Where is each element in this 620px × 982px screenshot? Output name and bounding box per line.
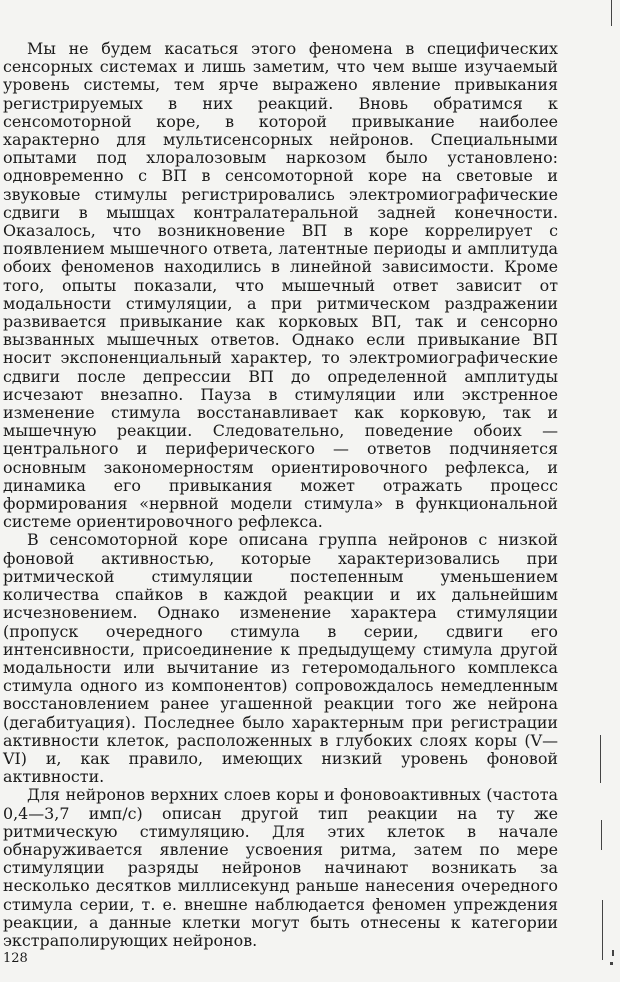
page-number: 128 (3, 951, 28, 966)
scan-edge-mark (612, 950, 614, 956)
body-text (3, 40, 558, 950)
scan-edge-mark (600, 735, 601, 783)
paragraph-2: В сенсомоторной коре описана группа нейронов с низкой фоновой активностью, которые характеризовались при ритмической стимуляции постепенным уменьшением количества спайков в каждой реакции и их дальнейшим исчезновением. Однако изменение характера стимуляции (пропуск очередного стимула в серии, сдвиги его интенсивности, присоединение к предыдущему стимула другой модальности или вычитание из гетеромодального комплекса стимула одного из компонентов) сопровождалось немедленным восстановлением ранее угашенной реакции того же нейрона (дегабитуация). Последнее было характерным при регистрации активности клеток, расположенных в глубоких слоях коры (V—VI) и, как правило, имеющих низкий уровень фоновой активности. (3, 530, 558, 787)
scan-edge-mark (601, 820, 602, 850)
paragraph-1: Мы не будем касаться этого феномена в специфических сенсорных системах и лишь заметим, что чем выше изучаемый уровень системы, тем ярче выражено явление привыкания регистрируемых в них реакций. Вновь обратимся к сенсомоторной коре, в которой привыкание наиболее характерно для мультисенсорных нейронов. Специальными опытами под хлоралозовым наркозом было установлено: одновременно с ВП в сенсомоторной коре на световые и звуковые стимулы регистрировались электромиографические сдвиги в мышцах контралатеральной задней конечности. Оказалось, что возникновение ВП в коре коррелирует с появлением мышечного ответа, латентные периоды и амплитуда обоих феноменов находились в линейной зависимости. Кроме того, опыты показали, что мышечный ответ зависит от модальности стимуляции, а при ритмическом раздражении развивается привыкание как корковых ВП, так и сенсорно вызванных мышечных ответов. Однако если привыкание ВП носит экспоненциальный характер, то электромиографические сдвиги после депрессии ВП до определенной амплитуды исчезают внезапно. Пауза в стимуляции или экстренное изменение стимула восстанавливает как корковую, так и мышечную реакции. Следовательно, поведение обоих — центрального и периферического — ответов подчиняется основным закономерностям ориентировочного рефлекса, и динамика его привыкания может отражать процесс формирования «нервной модели стимула» в функциональной системе ориентировочного рефлекса. (3, 39, 558, 532)
scan-edge-mark (602, 900, 603, 960)
paragraph-3: Для нейронов верхних слоев коры и фоновоактивных (частота 0,4—3,7 имп/с) описан другой тип реакции на ту же ритмическую стимуляцию. Для этих клеток в начале обнаруживается явление усвоения ритма, затем по мере стимуляции разряды нейронов начинают возникать за несколько десятков миллисекунд раньше нанесения очередного стимула серии, т. е. внешне наблюдается феномен упреждения реакции, а данные клетки могут быть отнесены к категории экстраполирующих нейронов. (3, 785, 558, 950)
scan-edge-mark (611, 0, 612, 26)
scan-edge-mark (610, 962, 613, 965)
